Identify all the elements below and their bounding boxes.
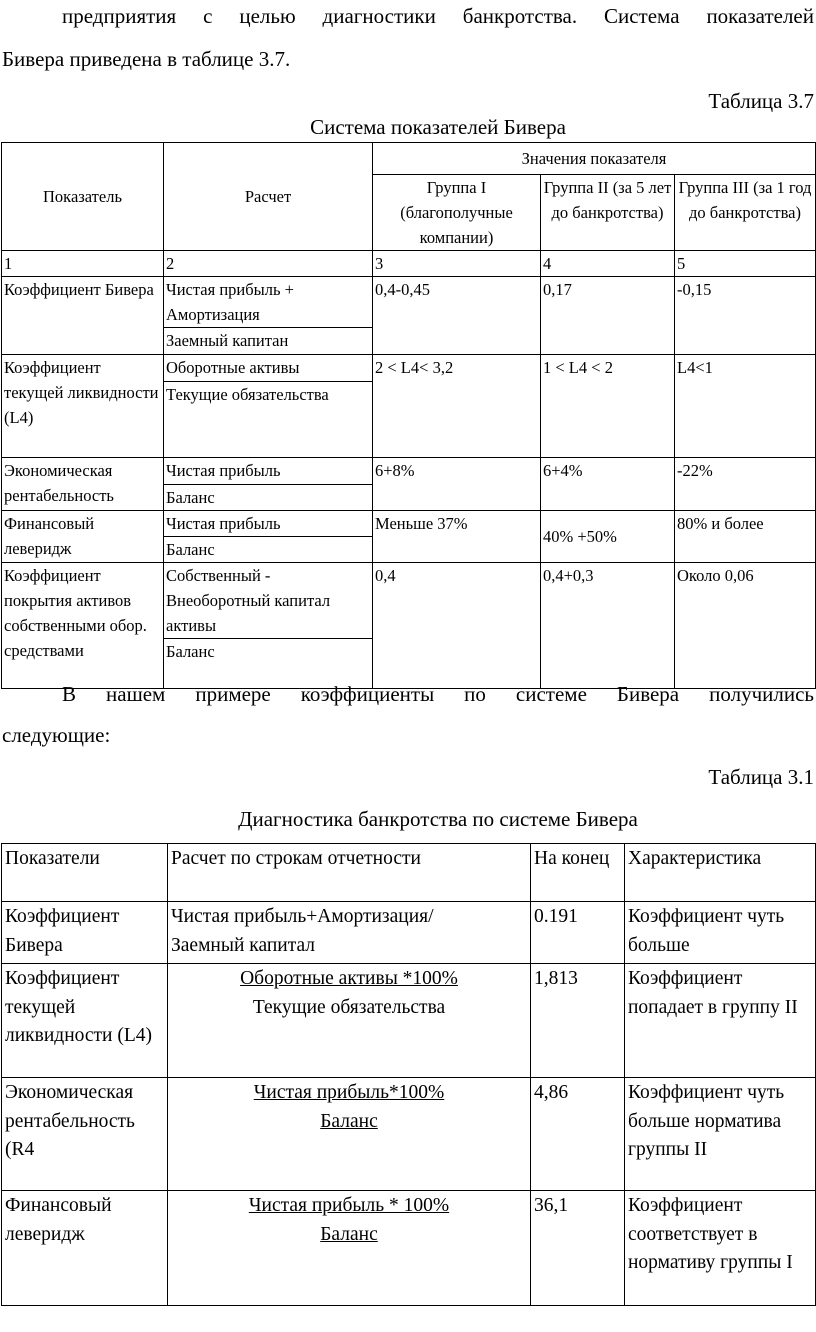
header-calc: Расчет	[164, 143, 373, 251]
indicator-name: Экономическая рентабельность (R4	[2, 1078, 168, 1191]
col-number: 4	[541, 251, 675, 277]
header-values: Значения показателя	[373, 143, 816, 175]
calc-denominator: Баланс	[164, 485, 373, 511]
calc-numerator: Чистая прибыль	[164, 458, 373, 485]
group-3-value: L4<1	[675, 355, 816, 458]
indicator-name: Финансовый леверидж	[2, 511, 164, 563]
group-2-value: 40% +50%	[541, 511, 675, 563]
beaver-system-table	[1, 142, 816, 689]
middle-line-1: В нашем примере коэффициенты по системе Бивера получились	[62, 682, 814, 706]
group-1-value: 0,4-0,45	[373, 277, 541, 355]
col-number: 1	[2, 251, 164, 277]
group-2-value: 1 < L4 < 2	[541, 355, 675, 458]
indicator-name: Коэффициент текущей ликвидности (L4)	[2, 355, 164, 458]
group-2-value: 0,17	[541, 277, 675, 355]
calc-formula	[168, 1078, 531, 1191]
header-group-1: Группа I (благополучные компании)	[373, 175, 541, 251]
table-row	[2, 964, 816, 1078]
indicator-name: Коэффициент текущей ликвидности (L4)	[2, 964, 168, 1078]
indicator-name: Коэффициент покрытия активов собственными обор. средствами	[2, 563, 164, 689]
table31-number: Таблица 3.1	[708, 765, 814, 789]
calc-denominator: Баланс	[320, 1110, 378, 1132]
calc-numerator: Оборотные активы	[164, 355, 373, 382]
calc-line-1: Чистая прибыль+Амортизация/	[171, 906, 434, 927]
calc-denominator: Баланс	[164, 639, 373, 689]
table-row	[2, 1191, 816, 1306]
end-value: 1,813	[531, 964, 625, 1078]
group-1-value: 6+8%	[373, 458, 541, 511]
table-row	[2, 458, 816, 485]
header-end: На конец	[531, 844, 625, 902]
col-number: 3	[373, 251, 541, 277]
group-3-value: 80% и более	[675, 511, 816, 563]
group-1-value: Меньше 37%	[373, 511, 541, 563]
characteristic: Коэффициент соответствует в нормативу группы I	[625, 1191, 816, 1306]
table-row	[2, 511, 816, 537]
calc-formula	[168, 964, 531, 1078]
table-row	[2, 563, 816, 639]
group-3-value: -0,15	[675, 277, 816, 355]
group-2-value: 6+4%	[541, 458, 675, 511]
calc-denominator: Текущие обязательства	[252, 996, 446, 1018]
end-value: 0.191	[531, 902, 625, 964]
calc-line-2: Заемный капитал	[171, 934, 316, 956]
group-3-value: Около 0,06	[675, 563, 816, 689]
header-group-2: Группа II (за 5 лет до банкротства)	[541, 175, 675, 251]
calc-formula	[168, 902, 531, 964]
calc-formula	[168, 1191, 531, 1306]
table-row	[2, 1078, 816, 1191]
characteristic: Коэффициент чуть больше норматива группы II	[625, 1078, 816, 1191]
col-number: 5	[675, 251, 816, 277]
calc-denominator: Текущие обязательства	[164, 382, 373, 458]
intro-line-2: Бивера приведена в таблице 3.7.	[2, 47, 291, 71]
characteristic: Коэффициент чуть больше	[625, 902, 816, 964]
table37-title: Система показателей Бивера	[310, 115, 566, 139]
calc-numerator: Чистая прибыль + Амортизация	[164, 277, 373, 328]
column-number-row	[2, 251, 816, 277]
table-row	[2, 277, 816, 328]
calc-numerator: Чистая прибыль*100%	[253, 1082, 445, 1103]
table37-number: Таблица 3.7	[708, 89, 814, 113]
intro-line-1: предприятия с целью диагностики банкротства. Система показателей	[62, 4, 814, 28]
header-calc: Расчет по строкам отчетности	[168, 844, 531, 902]
table-row	[2, 902, 816, 964]
calc-numerator: Чистая прибыль	[164, 511, 373, 537]
group-1-value: 0,4	[373, 563, 541, 689]
indicator-name: Коэффициент Бивера	[2, 277, 164, 355]
col-number: 2	[164, 251, 373, 277]
header-indicators: Показатели	[2, 844, 168, 902]
calc-numerator: Чистая прибыль * 100%	[248, 1195, 450, 1216]
indicator-name: Коэффициент Бивера	[2, 902, 168, 964]
group-3-value: -22%	[675, 458, 816, 511]
end-value: 36,1	[531, 1191, 625, 1306]
characteristic: Коэффициент попадает в группу II	[625, 964, 816, 1078]
group-1-value: 2 < L4< 3,2	[373, 355, 541, 458]
indicator-name: Экономическая рентабельность	[2, 458, 164, 511]
group-2-value: 0,4+0,3	[541, 563, 675, 689]
table-row	[2, 355, 816, 382]
calc-denominator: Баланс	[164, 537, 373, 563]
calc-numerator: Оборотные активы *100%	[240, 968, 458, 989]
end-value: 4,86	[531, 1078, 625, 1191]
calc-denominator: Заемный капитан	[164, 328, 373, 355]
middle-line-2: следующие:	[2, 723, 111, 747]
header-characteristic: Характеристика	[625, 844, 816, 902]
indicator-name: Финансовый леверидж	[2, 1191, 168, 1306]
header-indicator: Показатель	[2, 143, 164, 251]
table31-title: Диагностика банкротства по системе Бивера	[238, 807, 638, 831]
header-group-3: Группа III (за 1 год до банкротства)	[675, 175, 816, 251]
calc-numerator: Собственный - Внеоборотный капитал активы	[164, 563, 373, 639]
bankruptcy-diagnostics-table	[1, 843, 816, 1306]
calc-denominator: Баланс	[320, 1223, 378, 1245]
